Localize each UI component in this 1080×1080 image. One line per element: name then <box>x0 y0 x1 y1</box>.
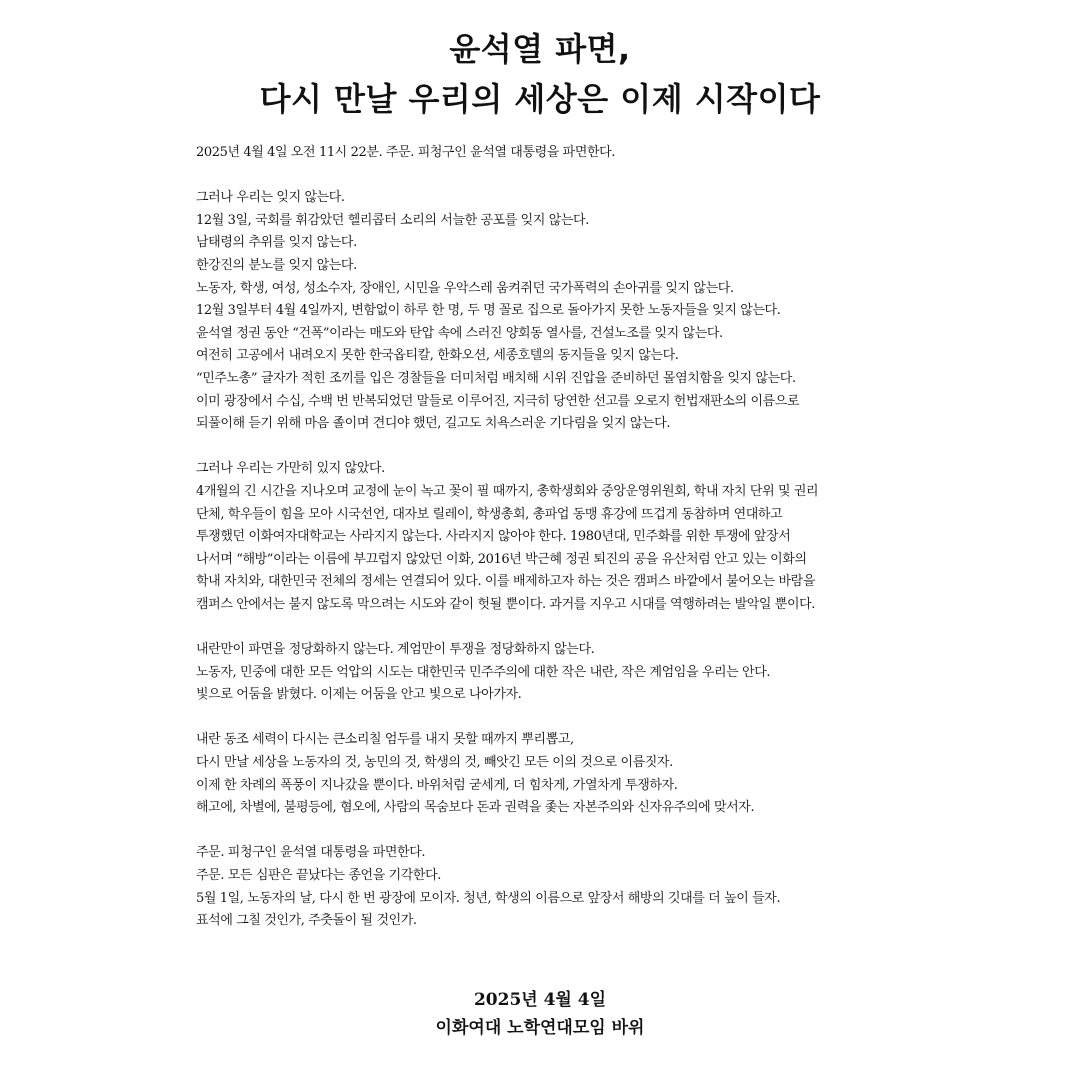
body-line: 내란만이 파면을 정당화하지 않는다. 계엄만이 투쟁을 정당화하지 않는다. <box>196 642 595 658</box>
body-line: 다시 만날 세상을 노동자의 것, 농민의 것, 학생의 것, 빼앗긴 모든 이의 것으로 이름짓자. <box>196 755 673 771</box>
body-line: 윤석열 정권 동안 “건폭”이라는 매도와 탄압 속에 스러진 양회동 열사를, 건설노조를 잊지 않는다. <box>196 325 723 341</box>
paragraph-gap <box>196 165 896 188</box>
body-line: 투쟁했던 이화여자대학교는 사라지지 않는다. 사라지지 않아야 한다. 1980년대, 민주화를 위한 투쟁에 앞장서 <box>196 529 791 545</box>
body-line: 나서며 “해방”이라는 이름에 부끄럽지 않았던 이화, 2016년 박근혜 정권 퇴진의 공을 유산처럼 안고 있는 이화의 <box>196 551 807 567</box>
signature-date: 2025년 4월 4일 <box>473 990 607 1010</box>
body-line: 4개월의 긴 시간을 지나오며 교정에 눈이 녹고 꽃이 필 때까지, 총학생회와 중앙운영위원회, 학내 자치 단위 및 권리 <box>196 483 819 499</box>
body-line: “민주노총” 글자가 적힌 조끼를 입은 경찰들을 더미처럼 배치해 시위 진압을 준비하던 몰염치함을 잊지 않는다. <box>196 370 796 386</box>
body-line: 이제 한 차례의 폭풍이 지나갔을 뿐이다. 바위처럼 굳세게, 더 힘차게, 가열차게 투쟁하자. <box>196 777 678 793</box>
body-line: 12월 3일, 국회를 휘감았던 헬리콥터 소리의 서늘한 공포를 잊지 않는다. <box>196 212 589 228</box>
body-line: 그러나 우리는 잊지 않는다. <box>196 190 345 206</box>
statement-body <box>196 142 896 933</box>
body-line: 2025년 4월 4일 오전 11시 22분. 주문. 피청구인 윤석열 대통령을 파면한다. <box>196 145 616 160</box>
paragraph-gap <box>196 820 896 843</box>
title-line: 다시 만날 우리의 세상은 이제 시작이다 <box>259 80 821 118</box>
body-line: 12월 3일부터 4월 4일까지, 변함없이 하루 한 명, 두 명 꼴로 집으로 돌아가지 못한 노동자들을 잊지 않는다. <box>196 303 781 319</box>
body-line: 노동자, 민중에 대한 모든 억압의 시도는 대한민국 민주주의에 대한 작은 내란, 작은 계엄임을 우리는 안다. <box>196 664 771 680</box>
body-line: 주문. 피청구인 윤석열 대통령을 파면한다. <box>196 845 426 861</box>
body-line: 빛으로 어둠을 밝혔다. 이제는 어둠을 안고 빛으로 나아가자. <box>196 687 522 703</box>
body-line: 해고에, 차별에, 불평등에, 혐오에, 사람의 목숨보다 돈과 권력을 좇는 자본주의와 신자유주의에 맞서자. <box>196 800 755 816</box>
body-line: 되풀이해 듣기 위해 마음 졸이며 견디야 했던, 길고도 치욕스러운 기다림을 잊지 않는다. <box>196 416 671 432</box>
paragraph-gap <box>196 616 896 639</box>
body-line: 내란 동조 세력이 다시는 큰소리칠 엄두를 내지 못할 때까지 뿌리뽑고, <box>196 732 574 748</box>
body-line: 표석에 그칠 것인가, 주춧돌이 될 것인가. <box>196 913 417 929</box>
body-line: 학내 자치와, 대한민국 전체의 정세는 연결되어 있다. 이를 배제하고자 하는 것은 캠퍼스 바깥에서 불어오는 바람을 <box>196 574 815 590</box>
body-line: 캠퍼스 안에서는 불지 않도록 막으려는 시도와 같이 헛될 뿐이다. 과거를 지우고 시대를 역행하려는 발악일 뿐이다. <box>196 596 815 612</box>
body-line: 5월 1일, 노동자의 날, 다시 한 번 광장에 모이자. 청년, 학생의 이름으로 앞장서 해방의 깃대를 더 높이 들자. <box>196 890 781 906</box>
body-line: 한강진의 분노를 잊지 않는다. <box>196 257 357 273</box>
document-title <box>0 24 1080 124</box>
signature-organization: 이화여대 노학연대모임 바위 <box>435 1018 645 1038</box>
body-line: 주문. 모든 심판은 끝났다는 종언을 기각한다. <box>196 868 441 883</box>
body-line: 여전히 고공에서 내려오지 못한 한국옵티칼, 한화오션, 세종호텔의 동지들을 잊지 않는다. <box>196 348 679 364</box>
body-line: 남태령의 추위를 잊지 않는다. <box>196 235 357 251</box>
paragraph-gap <box>196 707 896 730</box>
body-line: 그러나 우리는 가만히 있지 않았다. <box>196 461 385 477</box>
body-line: 단체, 학우들이 힘을 모아 시국선언, 대자보 릴레이, 학생총회, 총파업 동맹 휴강에 뜨겁게 동참하며 연대하고 <box>196 506 783 522</box>
title-line: 윤석열 파면, <box>449 30 631 68</box>
paragraph-gap <box>196 436 896 459</box>
body-line: 노동자, 학생, 여성, 성소수자, 장애인, 시민을 우악스레 움켜쥐던 국가폭력의 손아귀를 잊지 않는다. <box>196 280 734 296</box>
signature-block <box>0 986 1080 1042</box>
body-line: 이미 광장에서 수십, 수백 번 반복되었던 말들로 이루어진, 지극히 당연한 선고를 오로지 헌법재판소의 이름으로 <box>196 393 800 409</box>
